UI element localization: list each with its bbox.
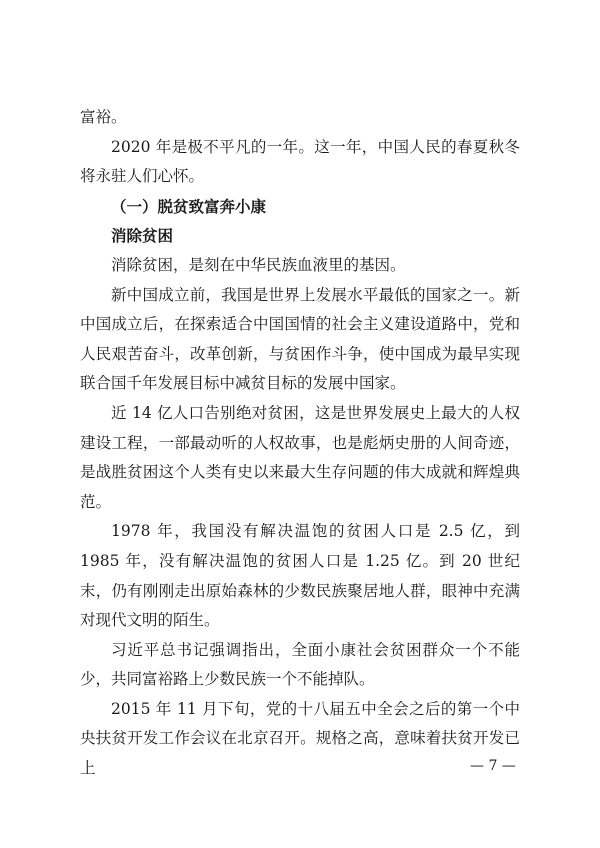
document-page xyxy=(80,103,520,784)
paragraph-body-4: 1978 年，我国没有解决温饱的贫困人口是 2.5 亿，到 1985 年，没有解决温饱的贫困人口是 1.25 亿。到 20 世纪末，仍有刚刚走出原始森林的少数民族聚居地人群，眼神中充满对现代文明的陌生。 xyxy=(80,522,520,630)
paragraph-2020: 2020 年是极不平凡的一年。这一年，中国人民的春夏秋冬将永驻人们心怀。 xyxy=(80,137,520,186)
paragraph-body-5: 习近平总书记强调指出，全面小康社会贫困群众一个不能少，共同富裕路上少数民族一个不能掉队。 xyxy=(80,640,520,689)
paragraph-continuation: 富裕。 xyxy=(80,108,127,126)
page-number: — 7 — xyxy=(470,758,516,774)
paragraph-body-3: 近 14 亿人口告别绝对贫困，这是世界发展史上最大的人权建设工程，一部最动听的人权故事，也是彪炳史册的人间奇迹，是战胜贫困这个人类有史以来最大生存问题的伟大成就和辉煌典范。 xyxy=(80,403,520,511)
paragraph-body-1: 消除贫困，是刻在中华民族血液里的基因。 xyxy=(111,255,406,274)
section-heading: （一）脱贫致富奔小康 xyxy=(111,196,267,216)
paragraph-body-6: 2015 年 11 月下旬，党的十八届五中全会之后的第一个中央扶贫开发工作会议在北京召开。规格之高，意味着扶贫开发已上 xyxy=(80,699,520,778)
paragraph-body-2: 新中国成立前，我国是世界上发展水平最低的国家之一。新中国成立后，在探索适合中国国情的社会主义建设道路中，党和人民艰苦奋斗，改革创新，与贫困作斗争，使中国成为最早实现联合国千年发展目标中减贫目标的发展中国家。 xyxy=(80,285,520,393)
subheading: 消除贫困 xyxy=(111,226,174,246)
